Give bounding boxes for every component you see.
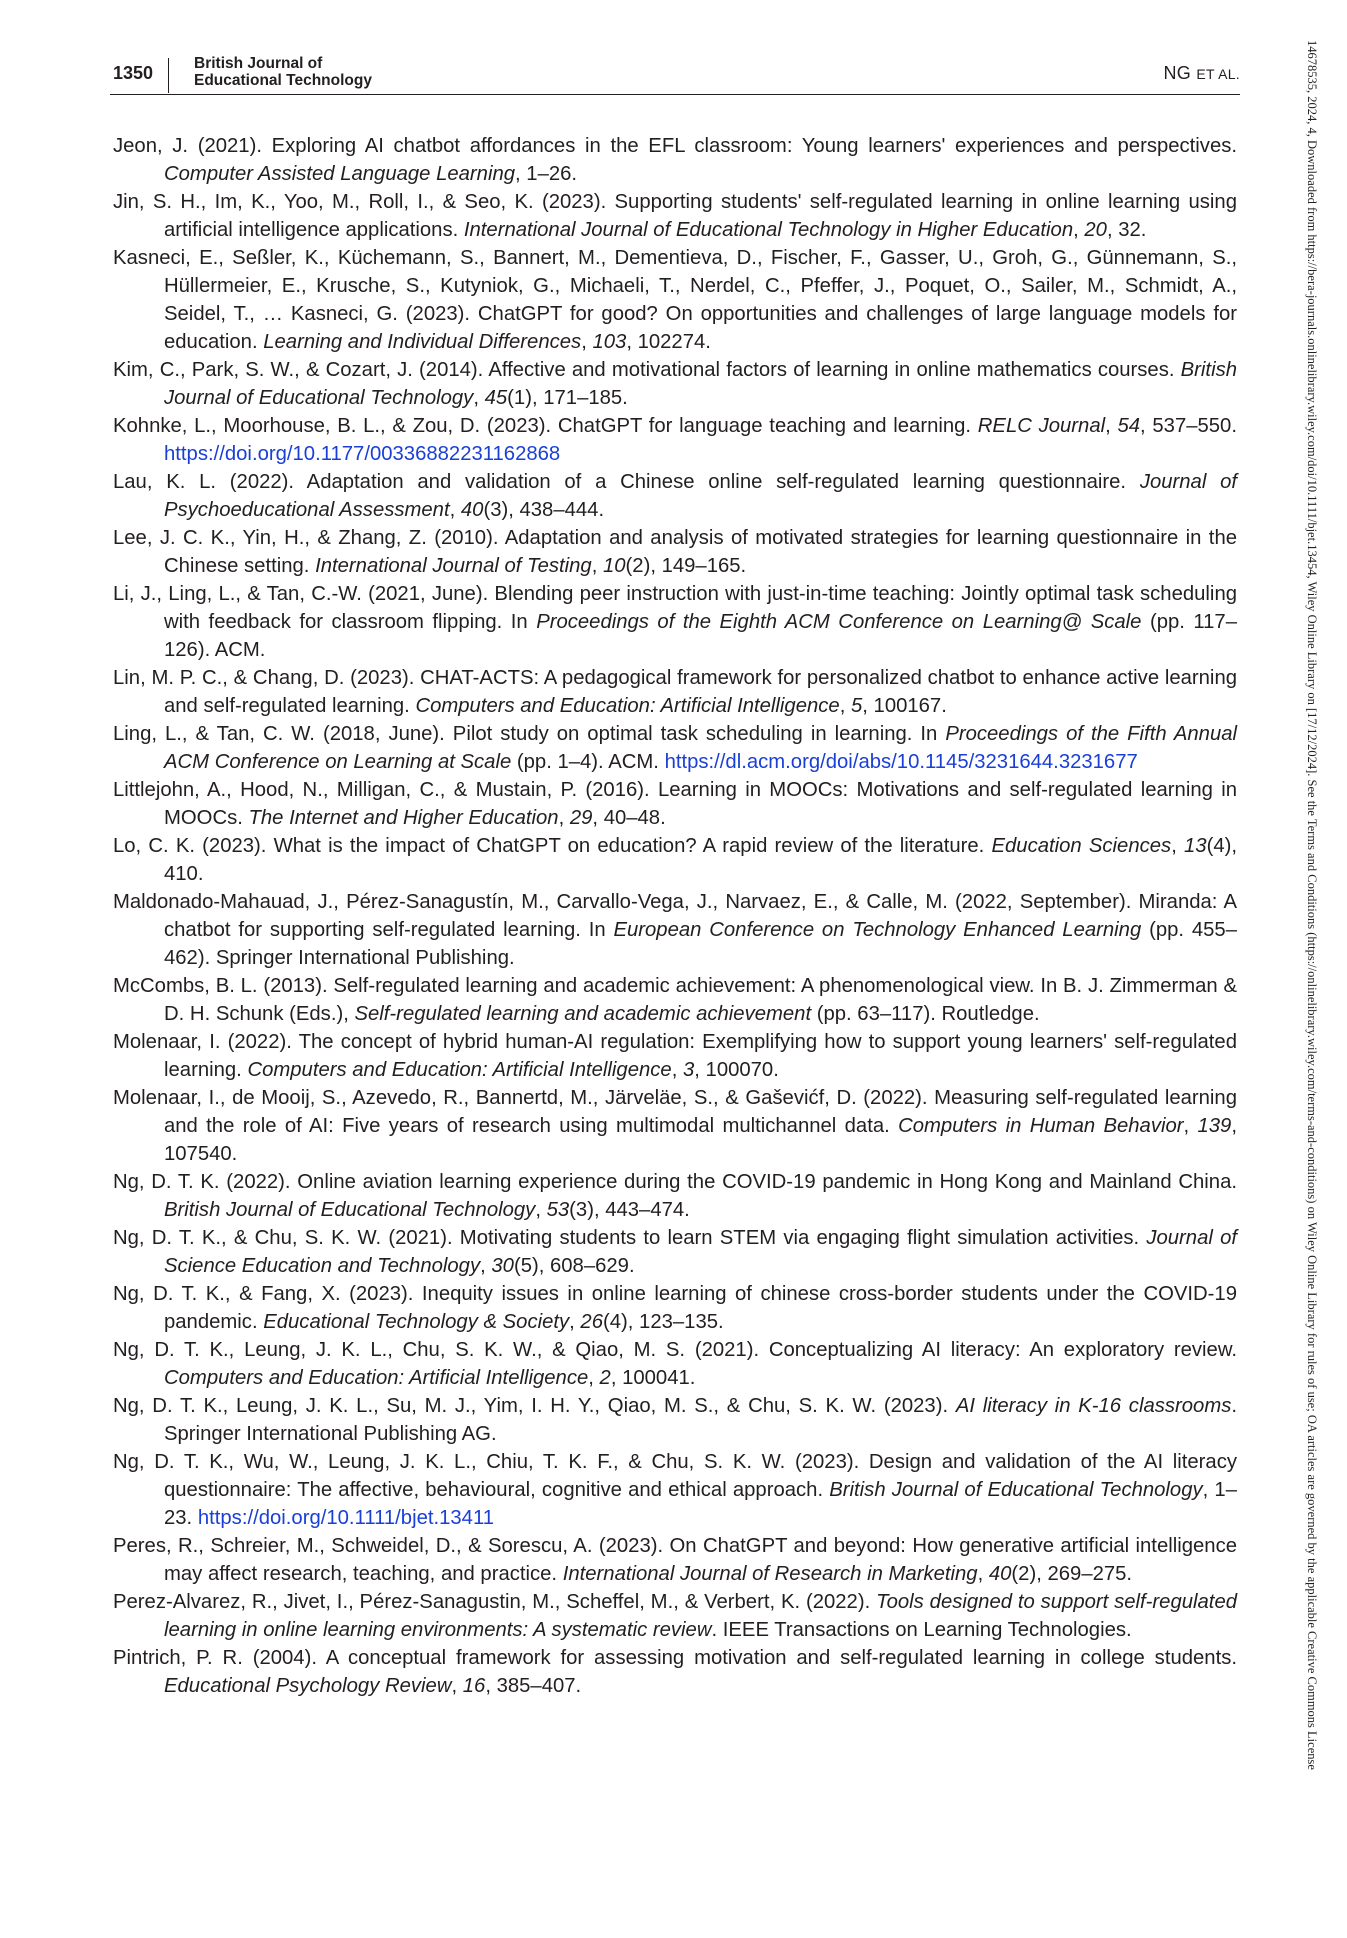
reference-entry: [113, 1224, 1237, 1280]
reference-text: . IEEE Transactions on Learning Technologies.: [711, 1619, 1132, 1641]
reference-entry: [113, 1084, 1237, 1168]
journal-name-line1: British Journal of: [194, 55, 323, 72]
reference-entry: [113, 888, 1237, 972]
reference-italic-text: 139: [1197, 1115, 1232, 1137]
reference-text: Pintrich, P. R. (2004). A conceptual framework for assessing motivation and self-regulated learning in college students.: [113, 1647, 1237, 1669]
reference-italic-text: Learning and Individual Differences: [263, 331, 582, 353]
reference-italic-text: British Journal of Educational Technology: [164, 359, 1237, 409]
reference-text: Lee, J. C. K., Yin, H., & Zhang, Z. (2010). Adaptation and analysis of motivated strategies for learning questionnaire in the Chinese setting.: [113, 527, 1237, 577]
reference-text: ,: [1171, 835, 1184, 857]
reference-text: Perez-Alvarez, R., Jivet, I., Pérez-Sanagustin, M., Scheffel, M., & Verbert, K. (2022).: [113, 1591, 877, 1613]
reference-text: , 100041.: [610, 1367, 696, 1389]
reference-text: ,: [449, 499, 461, 521]
reference-text: (1), 171–185.: [507, 387, 628, 409]
reference-text: (pp. 63–117). Routledge.: [811, 1003, 1040, 1025]
reference-text: , 32.: [1106, 219, 1147, 241]
reference-italic-text: Proceedings of the Fifth Annual ACM Conference on Learning at Scale: [164, 723, 1238, 773]
reference-text: McCombs, B. L. (2013). Self-regulated learning and academic achievement: A phenomenological view. In B. J. Zimmerman & D. H. Schunk (Eds.),: [113, 975, 1237, 1025]
reference-text: Li, J., Ling, L., & Tan, C.-W. (2021, June). Blending peer instruction with just-in-time teaching: Jointly optimal task scheduling with feedback for classroom flipping. In: [113, 583, 1237, 633]
reference-italic-text: Education Sciences: [991, 835, 1172, 857]
reference-text: , 385–407.: [485, 1675, 582, 1697]
reference-entry: [113, 1588, 1237, 1644]
reference-text: (pp. 117–126). ACM.: [164, 611, 1237, 661]
reference-text: (pp. 1–4). ACM.: [511, 751, 665, 773]
reference-text: Maldonado-Mahauad, J., Pérez-Sanagustín, M., Carvallo-Vega, J., Narvaez, E., & Calle, M. (2022, September). Miranda: A chatbot for supporting self-regulated learning. In: [113, 891, 1237, 941]
reference-text: Ng, D. T. K., Leung, J. K. L., Su, M. J., Yim, I. H. Y., Qiao, M. S., & Chu, S. K. W. (2023).: [113, 1395, 956, 1417]
reference-text: ,: [591, 555, 603, 577]
reference-entry: [113, 1532, 1237, 1588]
reference-italic-text: 40: [460, 499, 484, 521]
reference-italic-text: 103: [592, 331, 627, 353]
doi-link[interactable]: https://doi.org/10.1111/bjet.13411: [197, 1507, 495, 1529]
reference-italic-text: Self-regulated learning and academic achievement: [354, 1003, 812, 1025]
reference-text: Lin, M. P. C., & Chang, D. (2023). CHAT-ACTS: A pedagogical framework for personalized chatbot to enhance active learning and self-regulated learning.: [113, 667, 1237, 717]
reference-text: ,: [581, 331, 593, 353]
reference-italic-text: 45: [484, 387, 508, 409]
reference-italic-text: European Conference on Technology Enhanced Learning: [613, 919, 1142, 941]
reference-text: , 100167.: [862, 695, 947, 717]
running-authors: [1164, 63, 1241, 84]
reference-italic-text: 54: [1117, 415, 1141, 437]
reference-italic-text: Journal of Science Education and Technology: [164, 1227, 1237, 1277]
journal-name-line2: Educational Technology: [194, 72, 372, 89]
reference-text: (pp. 455–462). Springer International Publishing.: [164, 919, 1237, 969]
reference-text: ,: [588, 1367, 600, 1389]
download-sidebar: [1305, 40, 1333, 1900]
reference-text: (3), 443–474.: [569, 1199, 690, 1221]
reference-text: , 537–550.: [1140, 415, 1237, 437]
reference-italic-text: 3: [682, 1059, 695, 1081]
reference-italic-text: Educational Technology & Society: [263, 1311, 570, 1333]
authors-main: NG: [1163, 63, 1192, 83]
reference-entry: [113, 132, 1237, 188]
reference-italic-text: British Journal of Educational Technology: [164, 1199, 536, 1221]
reference-text: ,: [558, 807, 570, 829]
reference-text: Ng, D. T. K., & Chu, S. K. W. (2021). Motivating students to learn STEM via engaging flight simulation activities.: [113, 1227, 1147, 1249]
reference-entry: [113, 1336, 1237, 1392]
reference-entry: [113, 468, 1237, 524]
reference-text: Lo, C. K. (2023). What is the impact of ChatGPT on education? A rapid review of the literature.: [113, 835, 992, 857]
reference-italic-text: 26: [580, 1311, 603, 1333]
reference-italic-text: 5: [850, 695, 863, 717]
reference-text: (5), 608–629.: [513, 1255, 635, 1277]
journal-name: [194, 55, 372, 89]
reference-entry: [113, 832, 1237, 888]
reference-entry: [113, 244, 1237, 356]
reference-text: (2), 149–165.: [625, 555, 747, 577]
reference-text: . Springer International Publishing AG.: [164, 1395, 1237, 1445]
reference-text: Lau, K. L. (2022). Adaptation and validation of a Chinese online self-regulated learning questionnaire.: [113, 471, 1140, 493]
reference-text: Ng, D. T. K., Leung, J. K. L., Chu, S. K. W., & Qiao, M. S. (2021). Conceptualizing AI literacy: An exploratory review.: [113, 1339, 1237, 1361]
reference-entry: [113, 1448, 1237, 1532]
reference-entry: [113, 524, 1237, 580]
reference-text: (2), 269–275.: [1011, 1563, 1133, 1585]
doi-link[interactable]: https://doi.org/10.1177/00336882231162868: [164, 443, 561, 465]
reference-text: , 40–48.: [592, 807, 666, 829]
reference-text: ,: [977, 1563, 989, 1585]
header-divider: [168, 58, 169, 93]
reference-italic-text: Educational Psychology Review: [164, 1675, 452, 1697]
reference-text: ,: [451, 1675, 463, 1697]
reference-text: ,: [839, 695, 851, 717]
reference-italic-text: RELC Journal: [977, 415, 1106, 437]
reference-italic-text: British Journal of Educational Technology: [829, 1479, 1203, 1501]
reference-text: , 102274.: [626, 331, 711, 353]
reference-text: Ng, D. T. K., & Fang, X. (2023). Inequity issues in online learning of chinese cross-border students under the COVID-19 pandemic.: [113, 1283, 1237, 1333]
reference-text: ,: [671, 1059, 683, 1081]
reference-entry: [113, 1168, 1237, 1224]
reference-italic-text: International Journal of Educational Technology in Higher Education: [463, 219, 1074, 241]
reference-italic-text: 2: [599, 1367, 611, 1389]
authors-suffix: ET AL.: [1196, 66, 1240, 82]
reference-text: ,: [1073, 219, 1085, 241]
reference-text: , 100070.: [694, 1059, 779, 1081]
reference-italic-text: 29: [569, 807, 593, 829]
reference-italic-text: The Internet and Higher Education: [248, 807, 559, 829]
reference-italic-text: Computers and Education: Artificial Intelligence: [415, 695, 840, 717]
reference-entry: [113, 1028, 1237, 1084]
reference-entry: [113, 1280, 1237, 1336]
reference-entry: [113, 776, 1237, 832]
reference-text: Kasneci, E., Seßler, K., Küchemann, S., Bannert, M., Dementieva, D., Fischer, F., Gasser, U., Groh, G., Günnemann, S., Hüllermeier, E., Krusche, S., Kutyniok, G., Michaeli, T., Nerdel, C., Pfeffer, J., Poquet, O., Sailer, M., Schmidt, A., Seidel, T., … Kasneci, G. (2023). ChatGPT for good? On opportunities and challenges of large language models for education.: [113, 247, 1237, 353]
reference-entry: [113, 972, 1237, 1028]
header-rule: [110, 94, 1240, 95]
reference-text: Jin, S. H., Im, K., Yoo, M., Roll, I., & Seo, K. (2023). Supporting students' self-regulated learning in online learning using artificial intelligence applications.: [113, 191, 1237, 241]
reference-italic-text: Computers and Education: Artificial Intelligence: [247, 1059, 672, 1081]
reference-italic-text: Computer Assisted Language Learning: [164, 163, 516, 185]
reference-italic-text: Computers in Human Behavior: [898, 1115, 1184, 1137]
reference-text: ,: [1105, 415, 1118, 437]
reference-text: (3), 438–444.: [483, 499, 605, 521]
reference-text: Peres, R., Schreier, M., Schweidel, D., & Sorescu, A. (2023). On ChatGPT and beyond: How generative artificial intelligence may affect research, teaching, and practice.: [113, 1535, 1237, 1585]
reference-italic-text: 30: [491, 1255, 514, 1277]
reference-italic-text: 16: [462, 1675, 486, 1697]
reference-entry: [113, 664, 1237, 720]
reference-text: Ng, D. T. K., Wu, W., Leung, J. K. L., Chiu, T. K. F., & Chu, S. K. W. (2023). Design and validation of the AI literacy questionnaire: The affective, behavioural, cognitive and ethical approach.: [113, 1451, 1237, 1501]
reference-text: ,: [535, 1199, 547, 1221]
reference-text: ,: [473, 387, 485, 409]
reference-entry: [113, 188, 1237, 244]
reference-italic-text: Proceedings of the Eighth ACM Conference on Learning@ Scale: [536, 611, 1142, 633]
reference-italic-text: International Journal of Testing: [315, 555, 592, 577]
download-notice: 14678535, 2024, 4, Downloaded from https://bera-journals.onlinelibrary.wiley.com/doi/10.1111/bjet.13454, Wiley Online Library on [17/12/2024]. See the Terms and Conditions (https://onlinelibrary.wiley.com/terms-and-conditions) on Wiley Online Library for rules of use; OA articles are governed by the applicable Creative Commons License: [1305, 40, 1319, 1770]
reference-text: Littlejohn, A., Hood, N., Milligan, C., & Mustain, P. (2016). Learning in MOOCs: Motivations and self-regulated learning in MOOCs.: [113, 779, 1237, 829]
reference-entry: [113, 412, 1237, 468]
reference-list: [113, 132, 1237, 1700]
reference-italic-text: Tools designed to support self-regulated learning in online learning environments: A systematic review: [164, 1591, 1238, 1641]
reference-italic-text: 10: [602, 555, 626, 577]
reference-italic-text: 20: [1084, 219, 1107, 241]
reference-italic-text: Computers and Education: Artificial Intelligence: [164, 1367, 589, 1389]
reference-italic-text: AI literacy in K-16 classrooms: [955, 1395, 1232, 1417]
reference-text: Ling, L., & Tan, C. W. (2018, June). Pilot study on optimal task scheduling in learning. In: [113, 723, 946, 745]
reference-entry: [113, 1644, 1237, 1700]
reference-entry: [113, 580, 1237, 664]
page-header: [110, 55, 1240, 95]
reference-entry: [113, 356, 1237, 412]
reference-text: , 1–23.: [164, 1479, 1237, 1529]
reference-italic-text: International Journal of Research in Marketing: [562, 1563, 978, 1585]
reference-text: Kohnke, L., Moorhouse, B. L., & Zou, D. (2023). ChatGPT for language teaching and learning.: [113, 415, 978, 437]
reference-text: Kim, C., Park, S. W., & Cozart, J. (2014). Affective and motivational factors of learning in online mathematics courses.: [113, 359, 1181, 381]
reference-text: ,: [480, 1255, 492, 1277]
reference-text: , 107540.: [164, 1115, 1237, 1165]
reference-text: Ng, D. T. K. (2022). Online aviation learning experience during the COVID-19 pandemic in Hong Kong and Mainland China.: [113, 1171, 1237, 1193]
reference-text: ,: [569, 1311, 581, 1333]
reference-text: Molenaar, I. (2022). The concept of hybrid human-AI regulation: Exemplifying how to support young learners' self-regulated learning.: [113, 1031, 1237, 1081]
reference-entry: [113, 720, 1237, 776]
reference-text: (4), 123–135.: [602, 1311, 724, 1333]
reference-text: ,: [1183, 1115, 1198, 1137]
reference-italic-text: 53: [546, 1199, 570, 1221]
page-number: 1350: [113, 63, 154, 83]
reference-text: Jeon, J. (2021). Exploring AI chatbot affordances in the EFL classroom: Young learners' experiences and perspectives.: [113, 135, 1237, 157]
reference-italic-text: 13: [1184, 835, 1207, 857]
reference-text: (4), 410.: [164, 835, 1237, 885]
reference-text: , 1–26.: [515, 163, 578, 185]
doi-link[interactable]: https://dl.acm.org/doi/abs/10.1145/3231644.3231677: [664, 751, 1138, 773]
reference-italic-text: 40: [988, 1563, 1012, 1585]
reference-entry: [113, 1392, 1237, 1448]
reference-italic-text: Journal of Psychoeducational Assessment: [164, 471, 1237, 521]
reference-text: Molenaar, I., de Mooij, S., Azevedo, R., Bannertd, M., Järveläe, S., & Gaševićf, D. (2022). Measuring self-regulated learning and the role of AI: Five years of research using multimodal multichannel data.: [113, 1087, 1237, 1137]
